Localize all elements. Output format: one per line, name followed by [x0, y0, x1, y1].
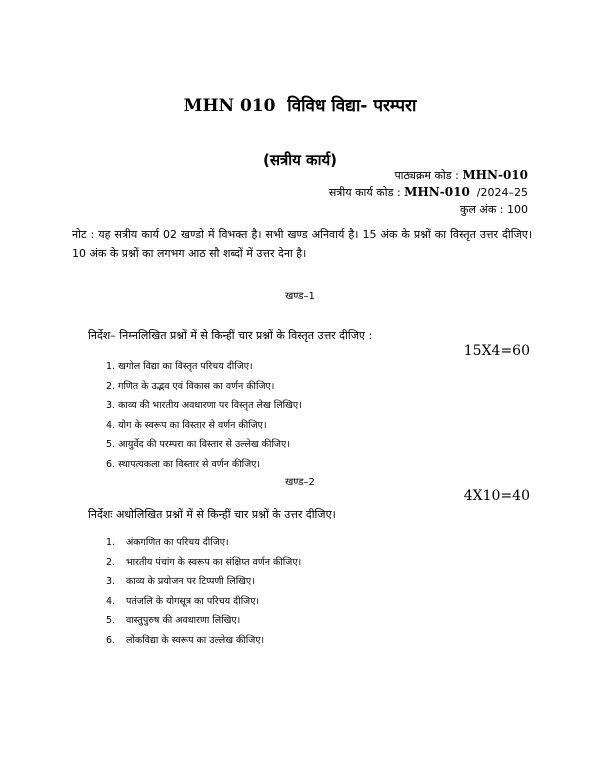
list-item: 5. वास्तुपुरुष की अवधारणा लिखिए।: [106, 615, 241, 626]
course-code-line: [394, 168, 528, 183]
section2-instruction: निर्देशः अधोलिखित प्रश्नों में से किन्हीं चार प्रश्नों के उत्तर दीजिए।: [88, 508, 336, 521]
note-paragraph: नोट : यह सत्रीय कार्य 02 खण्डो में विभक्त है। सभी खण्ड अनिवार्य है। 15 अंक के प्रश्नों का विस्तृत उत्तर दीजिए। 10 अंक के प्रश्नों का लगभग आठ सौ शब्दों में उत्तर देना है।: [72, 228, 532, 260]
section2-marks: 4X10=40: [463, 488, 530, 504]
assignment-code-line: [329, 185, 528, 200]
list-item: 3. काव्य के प्रयोजन पर टिप्पणी लिखिए।: [106, 576, 255, 587]
course-title: विविध विद्या- परम्परा: [287, 96, 417, 116]
list-item: 4. पतंजलि के योगसूत्र का परिचय दीजिए।: [106, 595, 260, 607]
assignment-label: (सत्रीय कार्य): [262, 151, 338, 169]
list-item: 5. आयुर्वेद की परम्परा का विस्तार से उल्लेख कीजिए।: [106, 439, 290, 450]
list-item: 4. योग के स्वरूप का विस्तार से वर्णन कीजिए।: [106, 419, 267, 431]
section1-marks: 15X4=60: [463, 343, 530, 359]
list-item: 1. खगोल विद्या का विस्तृत परिचय दीजिए।: [106, 361, 253, 372]
assignment-code-value: MHN-010: [404, 185, 470, 199]
course-code-title: MHN 010: [183, 96, 276, 116]
assignment-code-label: सत्रीय कार्य कोड :: [328, 186, 401, 199]
total-marks-line: [460, 202, 528, 217]
list-item: 2. गणित के उद्भव एवं विकास का वर्णन कीजिए।: [106, 380, 275, 392]
section1-heading: खण्ड–1: [285, 291, 315, 302]
section2-question-list: [106, 533, 301, 650]
list-item: 6. स्थापत्यकला का विस्तार से वर्णन कीजिए।: [106, 458, 261, 470]
section1-question-list: [106, 357, 302, 474]
list-item: 3. काव्य की भारतीय अवधारणा पर विस्तृत लेख लिखिए।: [106, 400, 302, 411]
list-item: 2. भारतीय पंचांग के स्वरूप का संक्षिप्त वर्णन कीजिए।: [106, 556, 302, 568]
total-marks-value: 100: [507, 203, 528, 216]
course-code-label: पाठ्यक्रम कोड :: [394, 169, 459, 182]
section2-heading: खण्ड–2: [285, 477, 315, 488]
list-item: 6. लोकविद्या के स्वरूप का उल्लेख कीजिए।: [106, 634, 265, 646]
section1-instruction: निर्देश– निम्नलिखित प्रश्नों में से किन्हीं चार प्रश्नों के विस्तृत उत्तर दीजिए :: [88, 329, 373, 342]
page-title: [0, 93, 600, 116]
assignment-code-suffix: /2024–25: [476, 186, 528, 199]
total-marks-label: कुल अंक :: [460, 203, 504, 216]
list-item: 1. अंकगणित का परिचय दीजिए।: [106, 537, 229, 548]
course-code-value: MHN-010: [462, 168, 528, 182]
